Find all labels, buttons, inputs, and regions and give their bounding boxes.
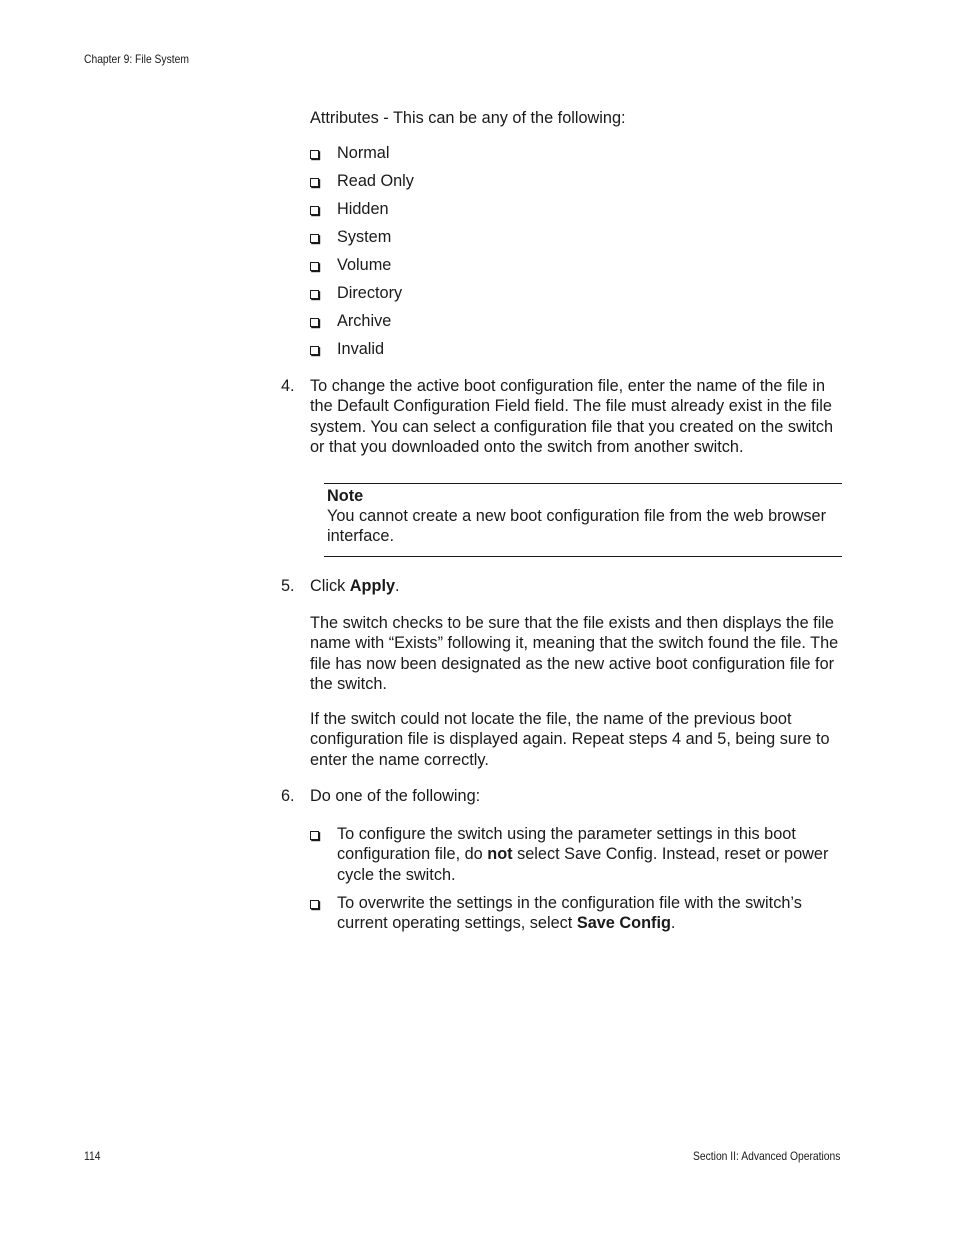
attribute-label: Volume bbox=[337, 256, 392, 274]
option-text bbox=[337, 893, 842, 934]
note-title: Note bbox=[327, 487, 364, 505]
step-5-paragraph-2: If the switch could not locate the file, the name of the previous boot configuration file is displayed again. Repeat steps 4 and 5, being sure to enter the name correctly. bbox=[310, 710, 830, 769]
checkbox-bullet-icon bbox=[310, 178, 319, 187]
step-5-number: 5. bbox=[281, 577, 295, 595]
option-1-before: To configure the switch using the parameter settings in this boot configuration file, do bbox=[337, 825, 796, 864]
step-5-paragraph-1: The switch checks to be sure that the file exists and then displays the file name with “Exists” following it, meaning that the switch found the file. The file has now been designated as the new active boot configuration file for the switch. bbox=[310, 614, 839, 693]
step-4-text: To change the active boot configuration file, enter the name of the file in the Default Configuration Field field. The file must already exist in the file system. You can select a configuration file that you created on the switch or that you downloaded onto the switch from another switch. bbox=[310, 377, 834, 456]
checkbox-bullet-icon bbox=[310, 290, 319, 299]
option-1-after: select Save Config. Instead, reset or power cycle the switch. bbox=[337, 845, 829, 884]
apply-keyword: Apply bbox=[349, 577, 396, 595]
checkbox-bullet-icon bbox=[310, 234, 319, 243]
step-6-number: 6. bbox=[281, 787, 295, 805]
checkbox-bullet-icon bbox=[310, 900, 319, 909]
checkbox-bullet-icon bbox=[310, 318, 319, 327]
checkbox-bullet-icon bbox=[310, 831, 319, 840]
attribute-label: Invalid bbox=[337, 340, 385, 358]
checkbox-bullet-icon bbox=[310, 206, 319, 215]
page-number: 114 bbox=[84, 1149, 101, 1163]
step-4-number: 4. bbox=[281, 377, 295, 395]
step-5-prefix: Click bbox=[310, 577, 350, 595]
option-2-before: To overwrite the settings in the configuration file with the switch’s current operating settings, select bbox=[337, 894, 802, 933]
attribute-label: Normal bbox=[337, 144, 390, 162]
note-top-rule bbox=[324, 483, 842, 484]
section-footer: Section II: Advanced Operations bbox=[692, 1149, 840, 1163]
attribute-label: Directory bbox=[337, 284, 403, 302]
attribute-label: System bbox=[337, 228, 392, 246]
option-text bbox=[337, 824, 842, 885]
attributes-intro: Attributes - This can be any of the following: bbox=[310, 109, 626, 127]
running-header: Chapter 9: File System bbox=[84, 52, 189, 66]
checkbox-bullet-icon bbox=[310, 150, 319, 159]
attribute-label: Hidden bbox=[337, 200, 389, 218]
attribute-label: Archive bbox=[337, 312, 392, 330]
checkbox-bullet-icon bbox=[310, 262, 319, 271]
checkbox-bullet-icon bbox=[310, 346, 319, 355]
step-5-suffix: . bbox=[395, 577, 400, 595]
step-6-text: Do one of the following: bbox=[310, 787, 481, 805]
note-text: You cannot create a new boot configuration file from the web browser interface. bbox=[327, 507, 826, 546]
option-2-after: . bbox=[670, 914, 676, 933]
save-config-keyword: Save Config bbox=[576, 914, 671, 933]
step-5-text bbox=[310, 576, 842, 596]
attribute-label: Read Only bbox=[337, 172, 414, 190]
not-keyword: not bbox=[487, 845, 513, 864]
note-bottom-rule bbox=[324, 556, 842, 557]
